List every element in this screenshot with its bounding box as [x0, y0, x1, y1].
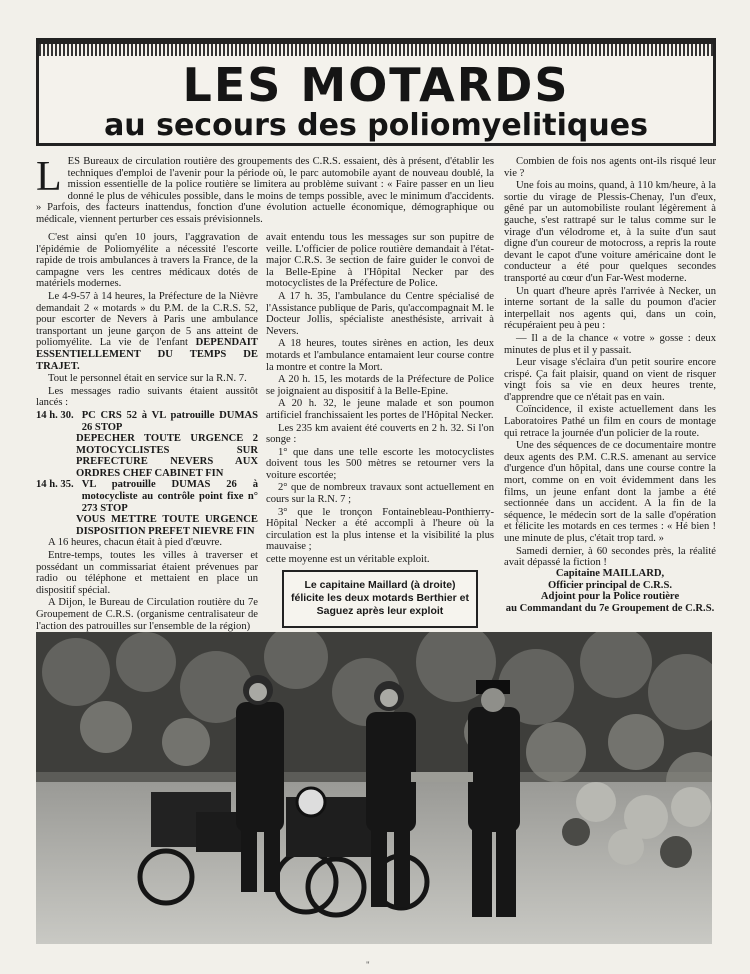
message-header: PC CRS 52 à VL patrouille DUMAS 26 STOP [81, 409, 258, 433]
headline-subtitle: au secours des poliomyelitiques [104, 108, 648, 143]
col2-bullet: 3° que le tronçon Fontainebleau-Ponthierry-Hôpital Necker a été accompli à l'heure où la circulation est la plus intense et la visibilité la plus mauvaise ; [266, 506, 494, 553]
col3-paragraph: Coïncidence, il existe actuellement dans les Laboratoires Pathé un film en cours de montage qui retrace la journée d'un policier de la route. [504, 404, 716, 439]
photo-motorcyclists-officers [36, 632, 712, 944]
photo-image [36, 632, 712, 944]
col2-paragraph: A 20 h. 32, le jeune malade et son poumon artificiel franchissaient les portes de l'Hôpital Necker. [266, 398, 494, 421]
col1-paragraph: A Dijon, le Bureau de Circulation routière du 7e Groupement de C.R.S. (organisme centralisateur de l'action des patrouilles sur l'ensemble de la région) [36, 597, 258, 632]
message-body: VOUS METTRE TOUTE URGENCE DISPOSITION PREFET NIEVRE FIN [76, 514, 258, 537]
lead-paragraph [36, 156, 494, 226]
col3-paragraph: Samedi dernier, à 60 secondes près, la réalité avait dépassé la fiction ! [504, 545, 716, 569]
col1-paragraph: A 16 heures, chacun était à pied d'œuvre. [48, 537, 222, 549]
col2-paragraph: A 17 h. 35, l'ambulance du Centre spécialisé de l'Assistance publique de Paris, qu'accompagnait M. le Docteur Jollis, spécialiste anesthésiste, arrivait à Nevers. [266, 290, 494, 337]
lead-text: ES Bureaux de circulation routière des groupements des C.R.S. essaient, dès à présent, d'établir les techniques d'emploi de l'avenir pour la période où, le parc automobile ayant de nouveau doublé, la mission essentielle de la police routière se limitera au problème suivant : « Faire passer en un lieu donné le plus de véhicules possible, dans le moins de temps possible, avec le minimum d'accidents. » Parfois, des facteurs inattendus, fonction d'une évolution actuelle économique, démographique ou médicale, viennent perturber ces essais prévisionnels. [36, 156, 494, 225]
message-body: DEPECHER TOUTE URGENCE 2 MOTOCYCLISTES SUR PREFECTURE NEVERS AUX ORDRES CHEF CABINET FIN [76, 433, 258, 479]
headline-box [36, 38, 716, 146]
col2-paragraph: Les 235 km avaient été couverts en 2 h. 32. Si l'on songe : [266, 422, 494, 446]
col2-paragraph: A 20 h. 15, les motards de la Préfecture de Police se joignaient au dispositif à la Belle-Epine. [266, 374, 494, 397]
signature-line: au Commandant du 7e Groupement de C.R.S. [505, 602, 715, 614]
message-header: VL patrouille DUMAS 26 à motocycliste au contrôle point fixe n° 273 STOP [81, 479, 258, 514]
col2-bullet: 2° que de nombreux travaux sont actuellement en cours sur la R.N. 7 ; [266, 482, 494, 506]
col3-paragraph: Combien de fois nos agents ont-ils risqué leur vie ? [504, 156, 716, 179]
radio-message-1 [36, 410, 258, 480]
col3-paragraph: Une fois au moins, quand, à 110 km/heure, à la sortie du virage de Plessis-Chenay, l'un d'eux, gêné par un automobiliste roulant légèrement à gauche, s'est rattrapé sur le talus comme sur le virage d'un vélodrome et, à la suite d'un saut digne d'un coureur de motocross, a repris la route devant le capot d'une voiture américaine dont le conducteur a été pour quelques secondes transporté au cœur d'un Far-West moderne. [504, 180, 716, 284]
message-time: 14 h. 35. [36, 479, 74, 491]
col1-paragraph: Tout le personnel était en service sur la R.N. 7. [48, 373, 247, 385]
col1-caps-text: DEPENDAIT ESSENTIELLEMENT DU TEMPS DE TRAJET. [36, 337, 258, 372]
signature-block [504, 568, 716, 614]
col2-paragraph: A 18 heures, toutes sirènes en action, les deux motards et l'ambulance entamaient leur course contre la montre et contre la Mort. [266, 338, 494, 373]
radio-message-2 [36, 479, 258, 537]
signature-line: Adjoint pour la Police routière [540, 591, 680, 603]
signature-line: Officier principal de C.R.S. [548, 579, 672, 591]
col3-paragraph: Leur visage s'éclaira d'un petit sourire encore crispé. Ça fait plaisir, quand on vient de risquer vingt fois sa vie en deux heures trente, d'apprendre que ce n'était pas en vain. [504, 357, 716, 403]
col1-paragraph: Entre-temps, toutes les villes à traverser et possédant un commissariat étaient prévenues par radio ou téléphone et mettaient en place un dispositif spécial. [36, 550, 258, 596]
col1-text: Le 4-9-57 à 14 heures, la Préfecture de la Nièvre demandait 2 « motards » du P.M. de la C.R.S. 52, pour escorter de Nevers à Paris une ambulance transportant un jeune garçon de 5 ans atteint de poliomyélite. La vie de l'enfant [36, 290, 258, 349]
message-time: 14 h. 30. [36, 409, 74, 421]
col3-paragraph: — Il a de la chance « votre » gosse : deux minutes de plus et il y passait. [504, 332, 716, 356]
col1-paragraph: C'est ainsi qu'en 10 jours, l'aggravation de l'épidémie de Poliomyélite a nécessité l'escorte rapide de trois ambulances à travers la France, de la campagne vers les centres médicaux dotés de matériels modernes. [36, 232, 258, 290]
col1-paragraph: Les messages radio suivants étaient aussitôt lancés : [36, 385, 258, 409]
drop-cap: L [36, 154, 62, 200]
column-3 [504, 156, 716, 570]
signature-name: Capitaine MAILLARD, [555, 568, 665, 579]
col3-paragraph: Un quart d'heure après l'arrivée à Necker, un interne sortant de la salle du poumon d'acier interpellait nos agents qui, dans un coin, récupéraient peu à peu : [504, 285, 716, 332]
column-2 [266, 232, 494, 567]
col3-paragraph: Une des séquences de ce documentaire montre deux agents des P.M. C.R.S. amenant au service d'urgence d'un hôpital, dans une course contre la mort, comme on en voit évidemment dans les films, un jeune enfant dont la jambe a été sectionnée dans un accident. A la fin de la séquence, le médecin sort de la salle d'opération et félicite les motards en ces termes : « Hé bien ! une minute de plus, c'était trop tard. » [504, 440, 716, 544]
col2-paragraph: cette moyenne est un véritable exploit. [266, 554, 430, 566]
headline-title: LES MOTARDS [182, 58, 570, 112]
column-1 [36, 232, 258, 633]
col2-paragraph: avait entendu tous les messages sur son pupitre de veille. L'officier de police routière demandait à l'état-major C.R.S. 3e section de faire guider le convoi de la Belle-Epine à l'Hôpital Necker par des motocyclistes de la Préfecture de Police. [266, 232, 494, 290]
col2-bullet: 1° que dans une telle escorte les motocyclistes doivent tous les 500 mètres se retourner vers la voiture escortée; [266, 446, 494, 481]
photo-caption: Le capitaine Maillard (à droite) félicite les deux motards Berthier et Saguez après leur exploit [282, 570, 478, 628]
col1-paragraph [36, 291, 258, 372]
page-mark: " [366, 960, 370, 970]
